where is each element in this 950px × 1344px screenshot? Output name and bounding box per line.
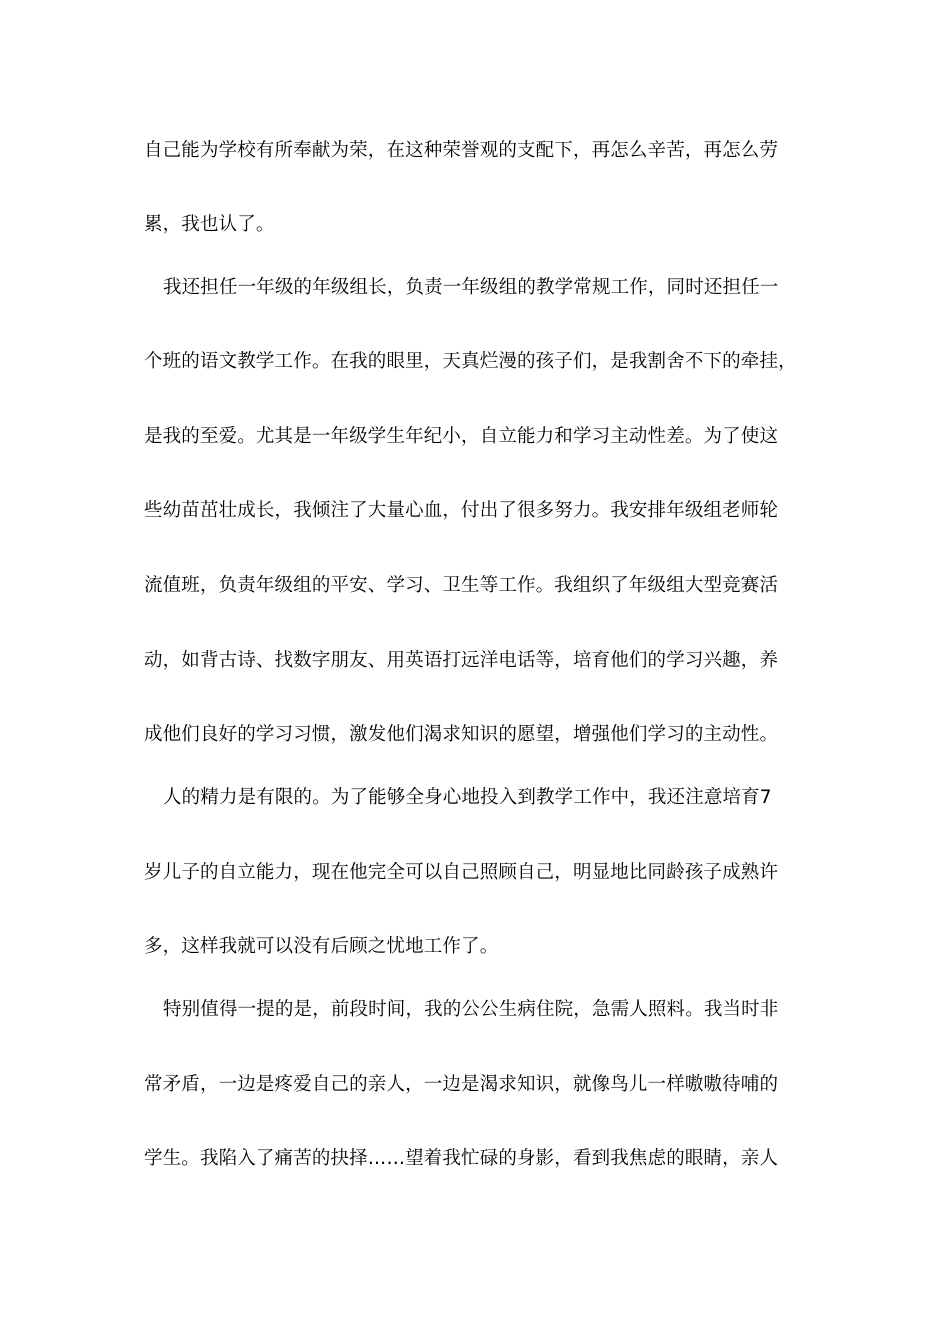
text-line: 常矛盾，一边是疼爱自己的亲人，一边是渴求知识，就像鸟儿一样嗷嗷待哺的 <box>144 1074 779 1095</box>
text-line: 学生。我陷入了痛苦的抉择……望着我忙碌的身影，看到我焦虑的眼睛，亲人 <box>144 1148 779 1169</box>
text-line: 岁儿子的自立能力，现在他完全可以自己照顾自己，明显地比同龄孩子成熟许 <box>144 862 779 883</box>
text-line: 自己能为学校有所奉献为荣，在这种荣誉观的支配下，再怎么辛苦，再怎么劳 <box>144 140 779 161</box>
text-line: 累，我也认了。 <box>144 214 275 235</box>
text-line: 多，这样我就可以没有后顾之忧地工作了。 <box>144 936 499 957</box>
text-line: 流值班，负责年级组的平安、学习、卫生等工作。我组织了年级组大型竞赛活 <box>144 575 779 596</box>
text-line: 成他们良好的学习习惯，激发他们渴求知识的愿望，增强他们学习的主动性。 <box>144 724 779 745</box>
text-line: 动，如背古诗、找数字朋友、用英语打远洋电话等，培育他们的学习兴趣，养 <box>144 650 779 671</box>
paragraph-start-line: 我还担任一年级的年级组长，负责一年级组的教学常规工作，同时还担任一 <box>163 277 779 298</box>
text-line: 些幼苗茁壮成长，我倾注了大量心血，付出了很多努力。我安排年级组老师轮 <box>144 500 779 521</box>
paragraph-start-line: 特别值得一提的是，前段时间，我的公公生病住院，急需人照料。我当时非 <box>163 999 779 1020</box>
paragraph-start-line: 人的精力是有限的。为了能够全身心地投入到教学工作中，我还注意培育7 <box>163 787 772 808</box>
text-line: 是我的至爱。尤其是一年级学生年纪小，自立能力和学习主动性差。为了使这 <box>144 426 779 447</box>
text-line: 个班的语文教学工作。在我的眼里，天真烂漫的孩子们，是我割舍不下的牵挂， <box>144 351 797 372</box>
